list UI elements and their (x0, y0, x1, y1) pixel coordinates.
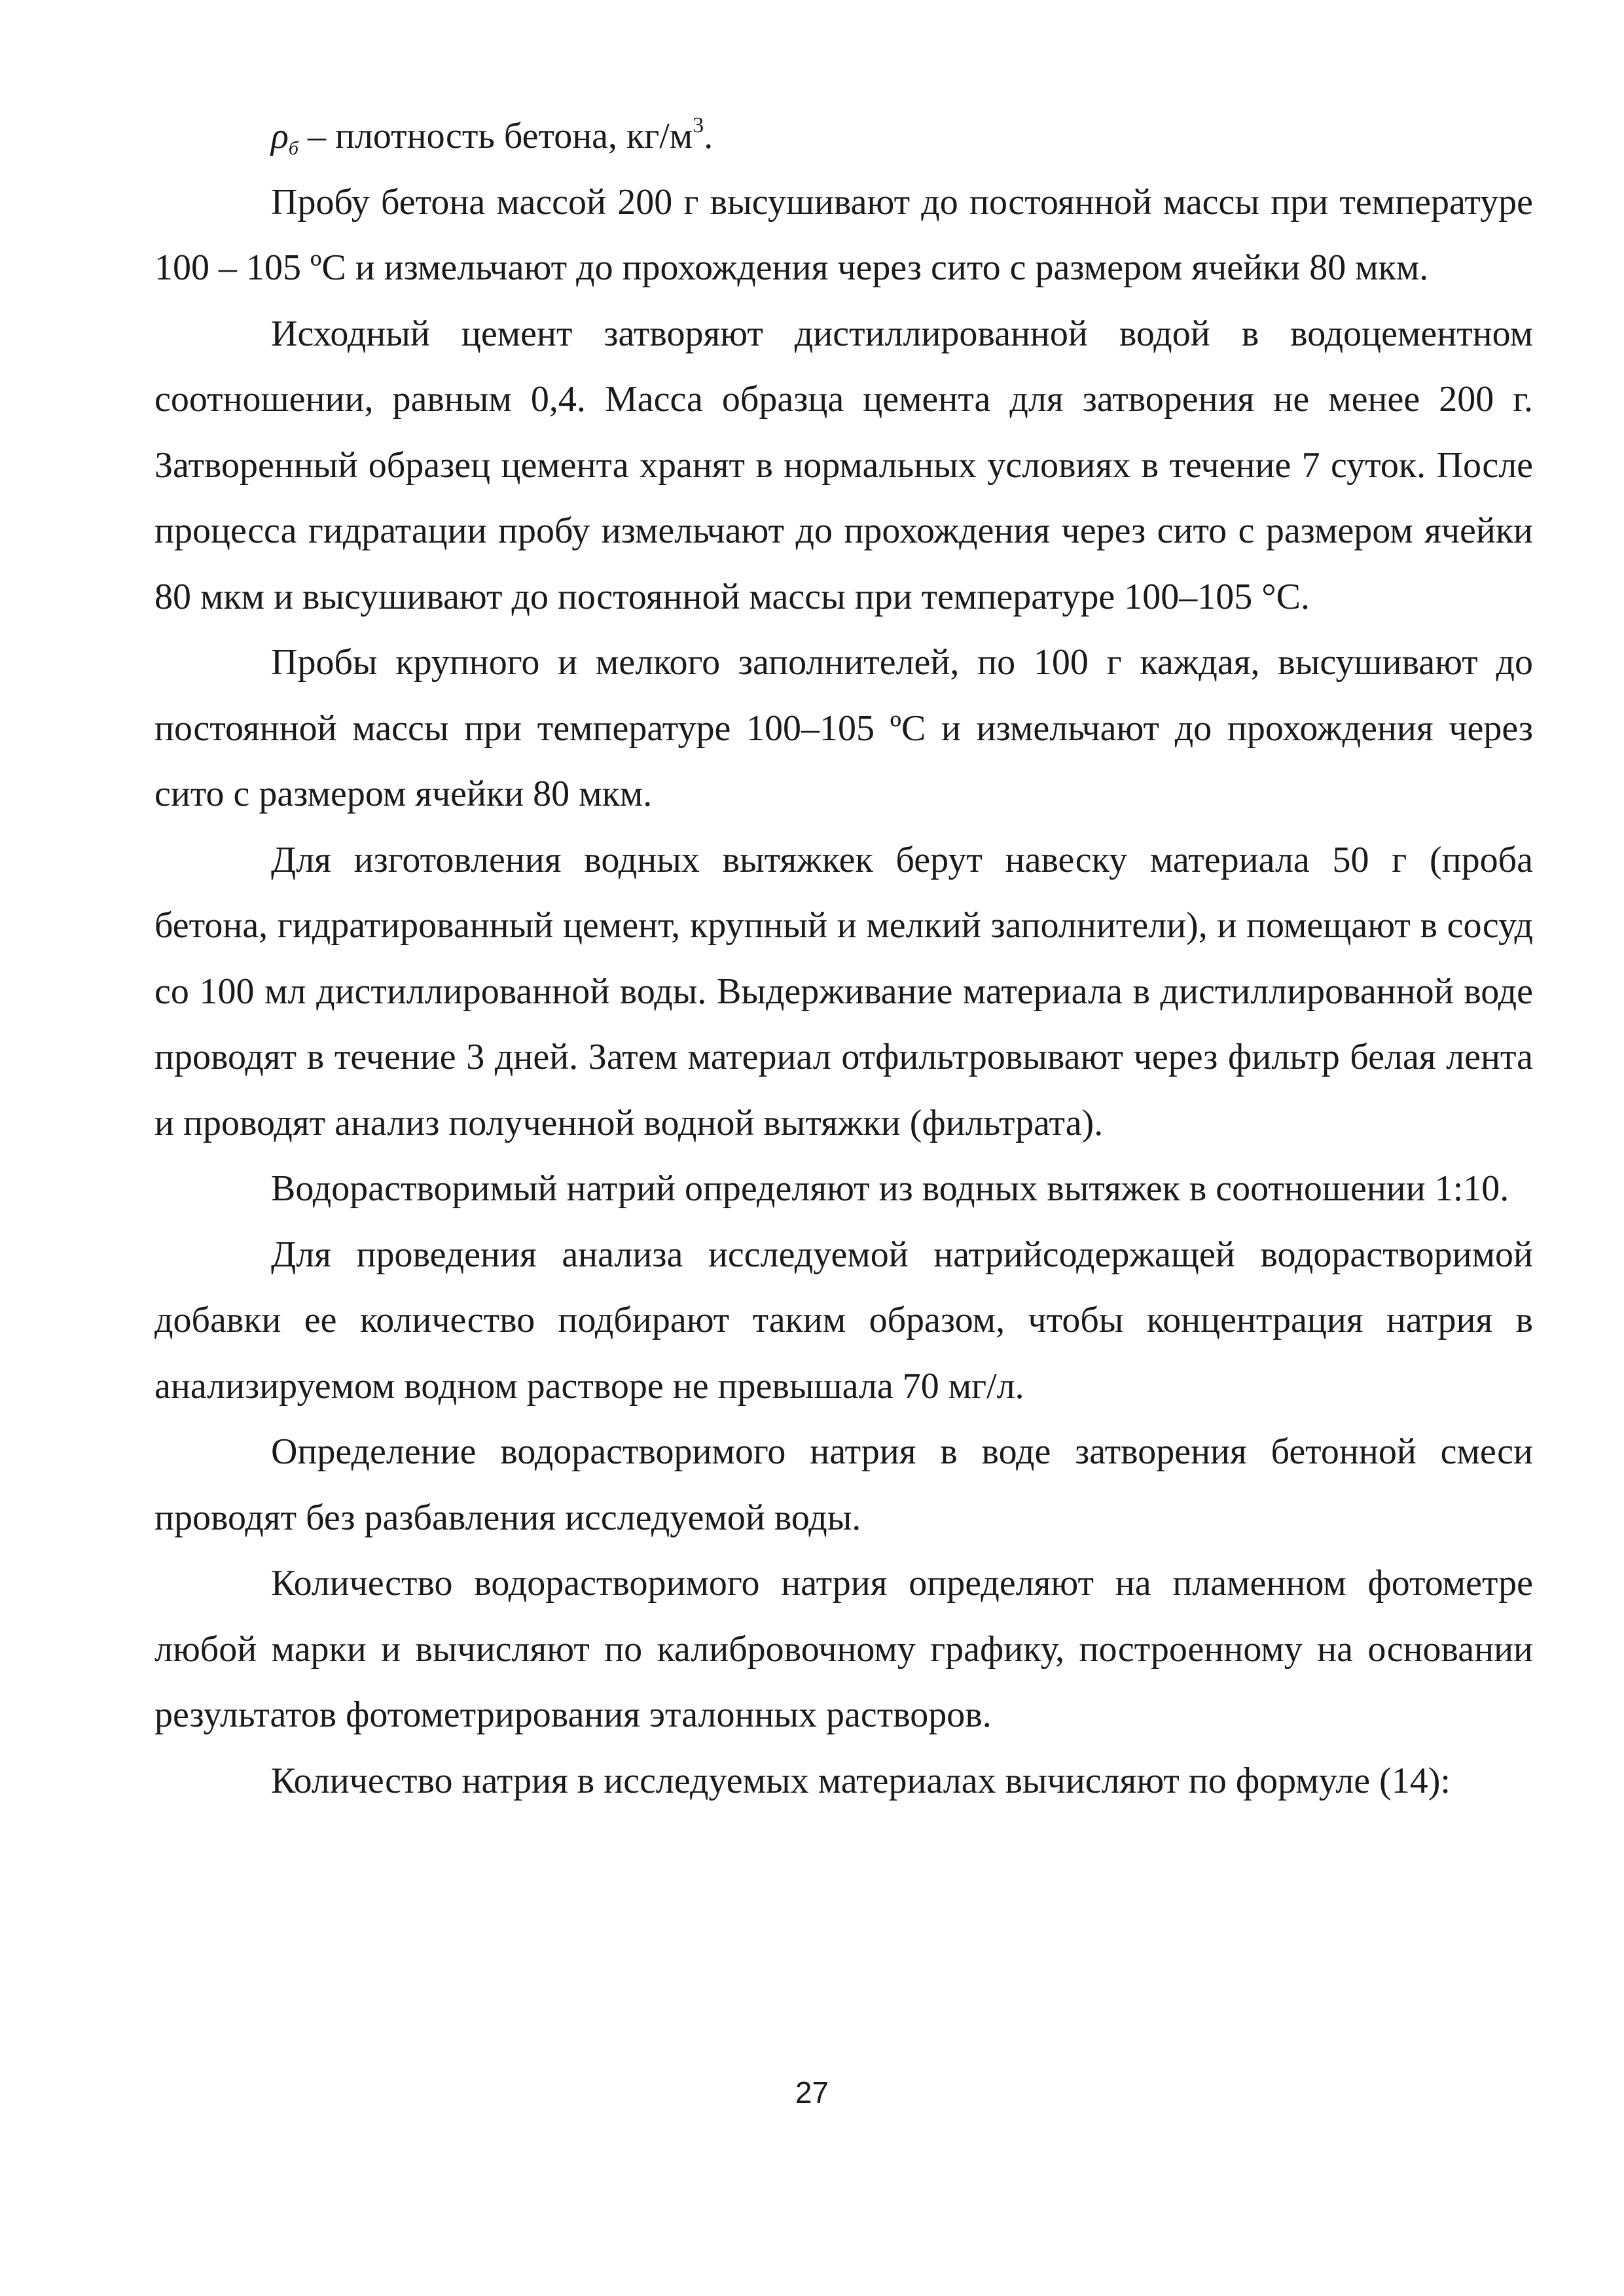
paragraph: Количество натрия в исследуемых материалах вычисляют по формуле (14): (271, 1760, 1451, 1801)
paragraph: Пробы крупного и мелкого заполнителей, по 100 г каждая, высушивают до постоянной массы при температуре 100–105 ºС и измельчают до прохождения через сито с размером ячейки 80 мкм. (154, 642, 1533, 814)
paragraph: Определение водорастворимого натрия в воде затворения бетонной смеси проводят без разбавления исследуемой воды. (154, 1431, 1533, 1538)
paragraph: Водорастворимый натрий определяют из водных вытяжек в соотношении 1:10. (271, 1168, 1509, 1209)
page-number: 27 (795, 2075, 829, 2109)
rho-symbol: ρ (271, 116, 289, 156)
text-body (154, 103, 1533, 1814)
paragraph: Для изготовления водных вытяжкек берут навеску материала 50 г (проба бетона, гидратированный цемент, крупный и мелкий заполнители), и помещают в сосуд со 100 мл дистиллированной воды. Выдерживание материала в дистиллированной воде проводят в течение 3 дней. Затем материал отфильтровывают через фильтр белая лента и проводят анализ полученной водной вытяжки (фильтрата). (154, 839, 1533, 1143)
paragraph: Пробу бетона массой 200 г высушивают до постоянной массы при температуре 100 – 105 ºС и измельчают до прохождения через сито с размером ячейки 80 мкм. (154, 181, 1533, 288)
paragraph: Для проведения анализа исследуемой натрийсодержащей водорастворимой добавки ее количество подбирают таким образом, чтобы концентрация натрия в анализируемом водном растворе не превышала 70 мг/л. (154, 1234, 1533, 1407)
definition-trailing: . (704, 116, 713, 156)
density-definition (154, 103, 1533, 170)
definition-text: – плотность бетона, кг/м (298, 116, 693, 156)
unit-superscript: 3 (693, 113, 704, 137)
paragraph: Исходный цемент затворяют дистиллированной водой в водоцементном соотношении, равным 0,4. Масса образца цемента для затворения не менее 200 г. Затворенный образец цемента хранят в нормальных условиях в течение 7 суток. После процесса гидратации пробу измельчают до прохождения через сито с размером ячейки 80 мкм и высушивают до постоянной массы при температуре 100–105 °С. (154, 313, 1533, 617)
rho-subscript: б (288, 137, 298, 159)
paragraph: Количество водорастворимого натрия определяют на пламенном фотометре любой марки и вычисляют по калибровочному графику, построенному на основании результатов фотометрирования эталонных растворов. (154, 1563, 1533, 1735)
